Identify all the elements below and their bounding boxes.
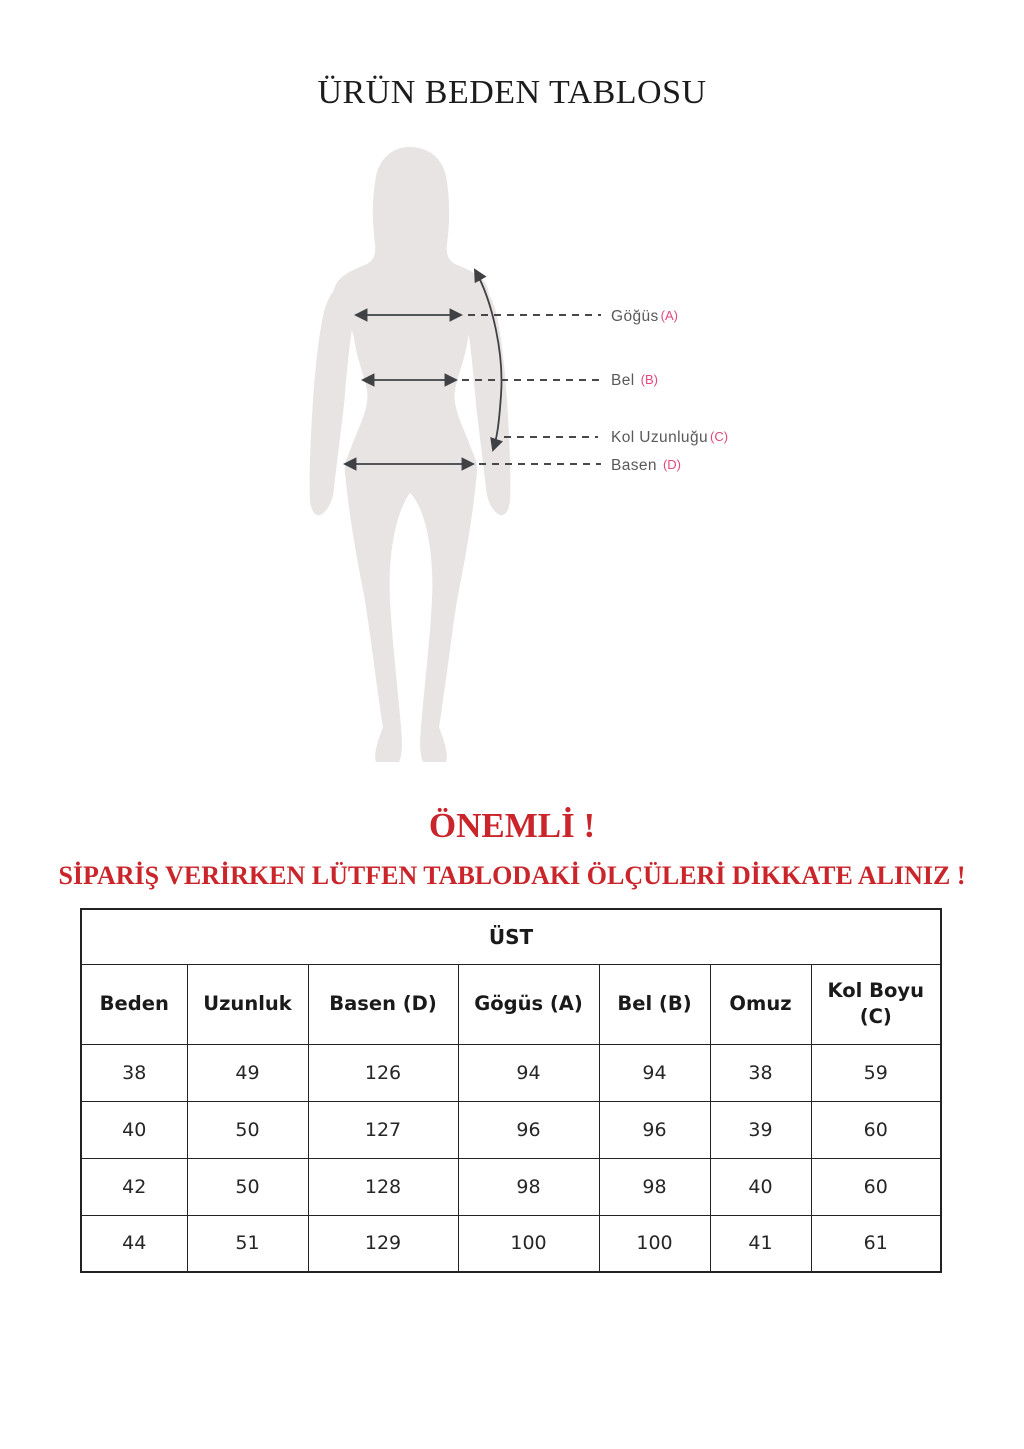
table-cell: 42 (81, 1158, 187, 1215)
table-cell: 60 (811, 1158, 941, 1215)
size-table (80, 908, 942, 1273)
hip-code: (D) (662, 457, 681, 472)
table-cell: 94 (458, 1044, 599, 1101)
table-cell: 50 (187, 1158, 308, 1215)
table-cell: 44 (81, 1215, 187, 1272)
table-cell: 100 (599, 1215, 710, 1272)
table-cell: 100 (458, 1215, 599, 1272)
arm-length-code: (C) (710, 429, 729, 444)
table-cell: 126 (308, 1044, 458, 1101)
table-cell: 128 (308, 1158, 458, 1215)
table-row-size-42 (81, 1158, 941, 1215)
table-cell: 98 (599, 1158, 710, 1215)
table-cell: 49 (187, 1044, 308, 1101)
table-header-row (81, 964, 941, 1044)
table-cell: 96 (458, 1101, 599, 1158)
important-subheading: SİPARİŞ VERİRKEN LÜTFEN TABLODAKİ ÖLÇÜLERİ DİKKATE ALINIZ ! (58, 861, 966, 890)
chest-code: (A) (660, 308, 679, 323)
woman-silhouette-body (333, 147, 489, 762)
page-title: ÜRÜN BEDEN TABLOSU (317, 74, 707, 111)
table-cell: 40 (710, 1158, 811, 1215)
table-cell: 40 (81, 1101, 187, 1158)
hip-label: Basen (D) (611, 457, 681, 474)
table-cell: 51 (187, 1215, 308, 1272)
waist-code: (B) (640, 372, 658, 387)
important-heading: ÖNEMLİ ! (428, 806, 596, 845)
col-header-beden: Beden (81, 964, 187, 1044)
table-row-size-38 (81, 1044, 941, 1101)
table-cell: 129 (308, 1215, 458, 1272)
col-header-omuz: Omuz (710, 964, 811, 1044)
col-header-bel: Bel (B) (599, 964, 710, 1044)
col-header-basen: Basen (D) (308, 964, 458, 1044)
table-cell: 94 (599, 1044, 710, 1101)
col-header-uzunluk: Uzunluk (187, 964, 308, 1044)
table-cell: 39 (710, 1101, 811, 1158)
table-cell: 59 (811, 1044, 941, 1101)
table-row-size-44 (81, 1215, 941, 1272)
table-cell: 127 (308, 1101, 458, 1158)
arm-length-label: Kol Uzunluğu (C) (611, 429, 729, 446)
col-header-kolboyu: Kol Boyu (C) (811, 964, 941, 1044)
table-cell: 38 (710, 1044, 811, 1101)
chest-label: Göğüs (A) (611, 308, 679, 325)
table-cell: 41 (710, 1215, 811, 1272)
waist-label: Bel (B) (611, 372, 658, 389)
table-group-row (81, 909, 941, 964)
table-row-size-40 (81, 1101, 941, 1158)
group-header-ust: ÜST (81, 909, 941, 964)
table-cell: 98 (458, 1158, 599, 1215)
table-cell: 60 (811, 1101, 941, 1158)
table-cell: 38 (81, 1044, 187, 1101)
table-cell: 50 (187, 1101, 308, 1158)
table-cell: 96 (599, 1101, 710, 1158)
table-cell: 61 (811, 1215, 941, 1272)
col-header-gogus: Gögüs (A) (458, 964, 599, 1044)
